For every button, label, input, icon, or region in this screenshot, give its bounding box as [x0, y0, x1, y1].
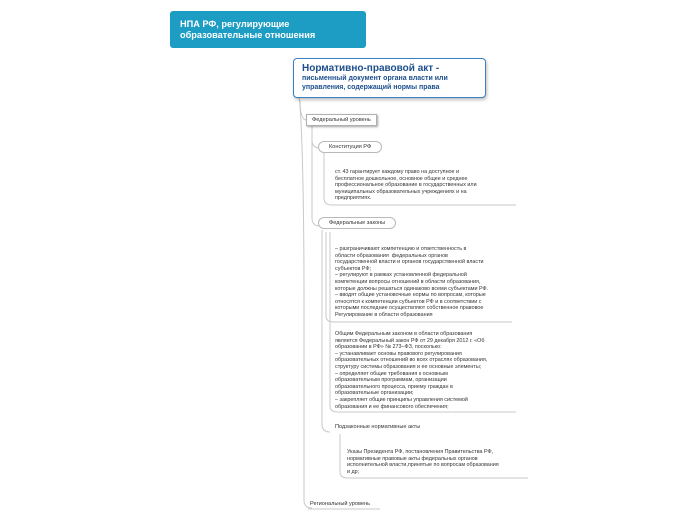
bylaws-label: Подзаконные нормативные акты: [335, 424, 421, 430]
main-topic[interactable]: [293, 58, 486, 98]
bylaws-text[interactable]: Указы Президента РФ, постановления Правительства РФ, нормативные правовые акты федеральных органов исполнительной власти,принятые по вопросам образования и др;: [347, 449, 499, 475]
root-topic[interactable]: [170, 11, 366, 48]
root-topic-title: НПА РФ, регулирующие образовательные отношения: [180, 19, 316, 40]
bylaws-node[interactable]: [335, 422, 420, 432]
federal-laws-node[interactable]: [318, 217, 396, 229]
constitution-node[interactable]: [318, 141, 382, 153]
main-topic-description: письменный документ органа власти или управления, содержащий нормы права: [302, 75, 448, 91]
regional-level-label: Региональный уровень: [310, 501, 371, 507]
federal-level-label: Федеральный уровень: [312, 117, 371, 123]
federal-laws-text-1[interactable]: – разграничивают компетенцию и ответственность в области образования федеральных органов государственной власти и органов государственной власти субъектов РФ; – регулируют в рамках установленной федеральной компетенции вопросы отношений в области образования, которые должны решаться одинаково всеми субъектами РФ. – вводят общие установочные нормы по вопросам, которые относятся к компетенции субъектов РФ и в соответствии с которыми последние осуществляют собственное правовое Регулирование в области образования: [335, 246, 489, 318]
regional-level-node[interactable]: [310, 499, 370, 509]
constitution-text[interactable]: ст. 43 гарантирует каждому право на доступное и бесплатное дошкольное, основное общее и среднее профессиональное образование в государственных или муниципальных образовательных учреждениях и на предприятиях.: [335, 169, 477, 202]
federal-level-node[interactable]: [306, 114, 377, 126]
federal-laws-label: Федеральные законы: [329, 220, 386, 226]
federal-laws-text-2[interactable]: Общим Федеральным законом в области образования является Федеральный закон РФ от 29 декабря 2012 г. «Об образовании в РФ» № 273–ФЗ, посколько: – устанавливает основы правового регулирования образовательных отношений во всех отраслях образования, структуру системы образования и ее основные элементы; – определяет общие требования к основным образовательным программам, организации образовательного процесса, приему граждан в образовательные организации; – закрепляет общие принципы управления системой образования и ее финансового обеспечения;: [335, 331, 488, 410]
main-topic-title: Нормативно-правовой акт -: [302, 63, 440, 74]
constitution-label: Конституция РФ: [329, 144, 372, 150]
